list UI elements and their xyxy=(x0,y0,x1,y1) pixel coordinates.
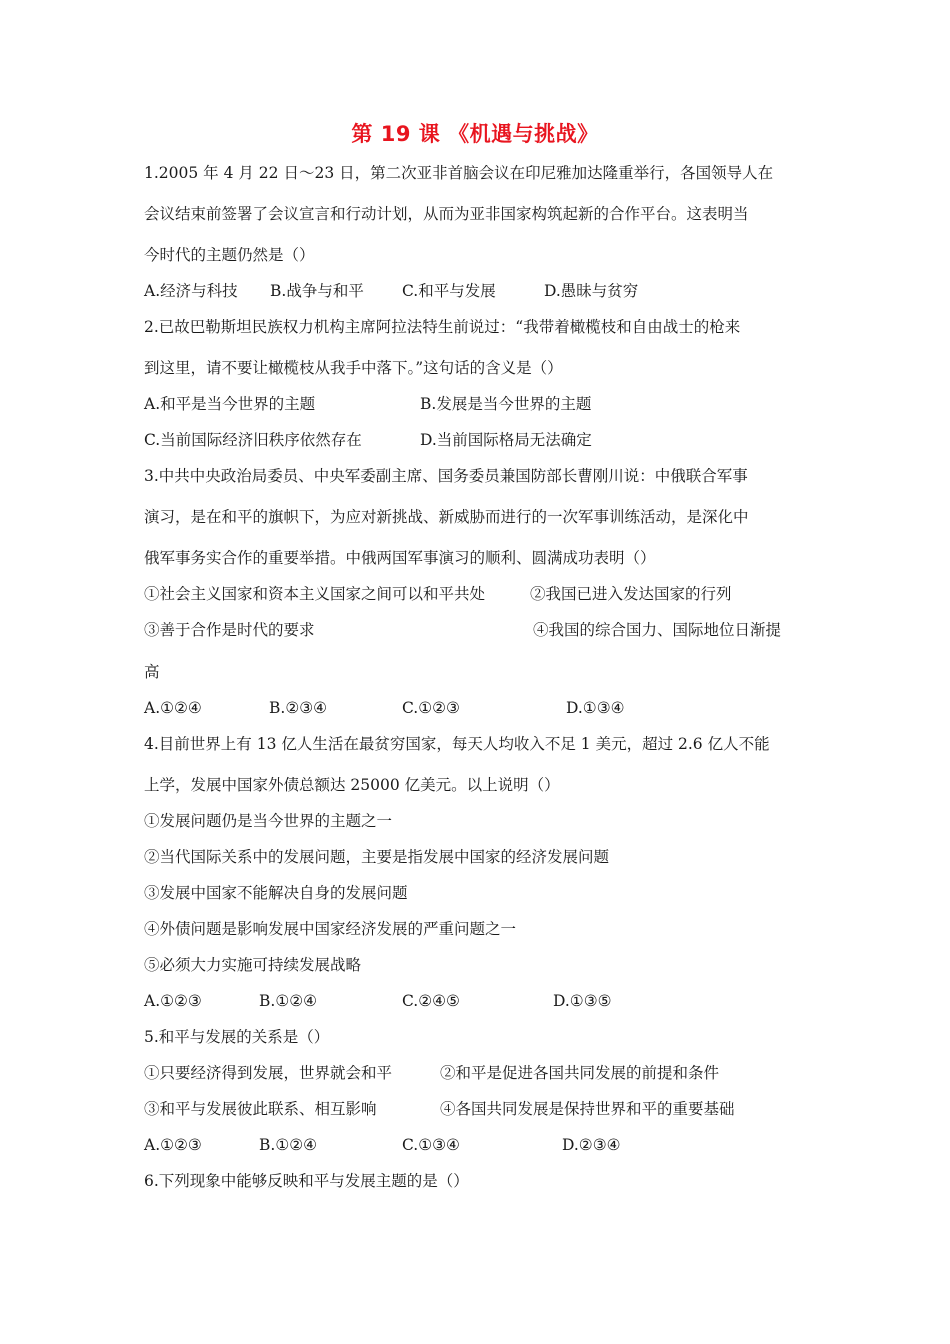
q1-line-2: 会议结束前签署了会议宣言和行动计划，从而为亚非国家构筑起新的合作平台。这表明当 xyxy=(144,205,749,223)
q3-options xyxy=(144,697,824,719)
q4-statement-1: ①发展问题仍是当今世界的主题之一 xyxy=(144,812,393,830)
q3-statement-4-wrap: 高 xyxy=(144,663,160,681)
q3-line-3: 俄军事务实合作的重要举措。中俄两国军事演习的顺利、圆满成功表明（） xyxy=(144,549,656,567)
q2-line-2: 到这里，请不要让橄榄枝从我手中落下。”这句话的含义是（） xyxy=(144,359,563,377)
q1-line-3: 今时代的主题仍然是（） xyxy=(144,246,315,264)
q3-option-d: D.①③④ xyxy=(566,699,625,717)
q1-options xyxy=(144,280,824,302)
q3-option-c: C.①②③ xyxy=(402,699,460,717)
q2-option-c: C.当前国际经济旧秩序依然存在 xyxy=(144,431,362,449)
q3-statements-row-1 xyxy=(144,583,824,605)
q5-statement-4: ④各国共同发展是保持世界和平的重要基础 xyxy=(440,1100,735,1118)
q5-option-b: B.①②④ xyxy=(259,1136,318,1154)
q6-line-1: 6.下列现象中能够反映和平与发展主题的是（） xyxy=(144,1172,469,1190)
q3-line-1: 3.中共中央政治局委员、中央军委副主席、国务委员兼国防部长曹刚川说：中俄联合军事 xyxy=(144,467,748,485)
q4-options xyxy=(144,990,824,1012)
q3-statement-2: ②我国已进入发达国家的行列 xyxy=(530,585,732,603)
q4-statement-4: ④外债问题是影响发展中国家经济发展的严重问题之一 xyxy=(144,920,517,938)
q1-option-d: D.愚昧与贫穷 xyxy=(544,282,639,300)
page-title: 第 19 课 《机遇与挑战》 xyxy=(351,122,599,146)
q1-line-1: 1.2005 年 4 月 22 日～23 日，第二次亚非首脑会议在印尼雅加达隆重举行，各国领导人在 xyxy=(144,164,774,182)
q4-option-d: D.①③⑤ xyxy=(553,992,612,1010)
q2-option-a: A.和平是当今世界的主题 xyxy=(144,395,316,413)
q5-line-1: 5.和平与发展的关系是（） xyxy=(144,1028,330,1046)
q3-line-2: 演习，是在和平的旗帜下，为应对新挑战、新威胁而进行的一次军事训练活动，是深化中 xyxy=(144,508,749,526)
q4-statement-5: ⑤必须大力实施可持续发展战略 xyxy=(144,956,362,974)
q1-option-b: B.战争与和平 xyxy=(270,282,364,300)
q3-statements-row-2 xyxy=(144,619,824,641)
q4-option-a: A.①②③ xyxy=(144,992,202,1010)
q4-statement-3: ③发展中国家不能解决自身的发展问题 xyxy=(144,884,408,902)
q5-option-a: A.①②③ xyxy=(144,1136,202,1154)
q4-option-b: B.①②④ xyxy=(259,992,318,1010)
q1-option-c: C.和平与发展 xyxy=(402,282,496,300)
q2-option-d: D.当前国际格局无法确定 xyxy=(420,431,592,449)
q4-line-1: 4.目前世界上有 13 亿人生活在最贫穷国家，每天人均收入不足 1 美元，超过 2.6 亿人不能 xyxy=(144,735,770,753)
q2-options-row-2 xyxy=(144,429,824,451)
q3-statement-1: ①社会主义国家和资本主义国家之间可以和平共处 xyxy=(144,585,486,603)
q5-option-c: C.①③④ xyxy=(402,1136,460,1154)
q2-option-b: B.发展是当今世界的主题 xyxy=(420,395,592,413)
q5-statement-1: ①只要经济得到发展，世界就会和平 xyxy=(144,1064,393,1082)
q3-statement-3: ③善于合作是时代的要求 xyxy=(144,621,315,639)
q5-statement-2: ②和平是促进各国共同发展的前提和条件 xyxy=(440,1064,720,1082)
q5-options xyxy=(144,1134,824,1156)
q4-option-c: C.②④⑤ xyxy=(402,992,460,1010)
q4-statement-2: ②当代国际关系中的发展问题，主要是指发展中国家的经济发展问题 xyxy=(144,848,610,866)
q4-line-2: 上学，发展中国家外债总额达 25000 亿美元。以上说明（） xyxy=(144,776,560,794)
q5-statement-3: ③和平与发展彼此联系、相互影响 xyxy=(144,1100,377,1118)
q5-statements-row-2 xyxy=(144,1098,824,1120)
q3-statement-4: ④我国的综合国力、国际地位日渐提 xyxy=(533,621,782,639)
q2-options-row-1 xyxy=(144,393,824,415)
q3-option-b: B.②③④ xyxy=(269,699,328,717)
q1-option-a: A.经济与科技 xyxy=(144,282,238,300)
q5-statements-row-1 xyxy=(144,1062,824,1084)
q5-option-d: D.②③④ xyxy=(562,1136,621,1154)
q2-line-1: 2.已故巴勒斯坦民族权力机构主席阿拉法特生前说过：“我带着橄榄枝和自由战士的枪来 xyxy=(144,318,741,336)
q3-option-a: A.①②④ xyxy=(144,699,202,717)
